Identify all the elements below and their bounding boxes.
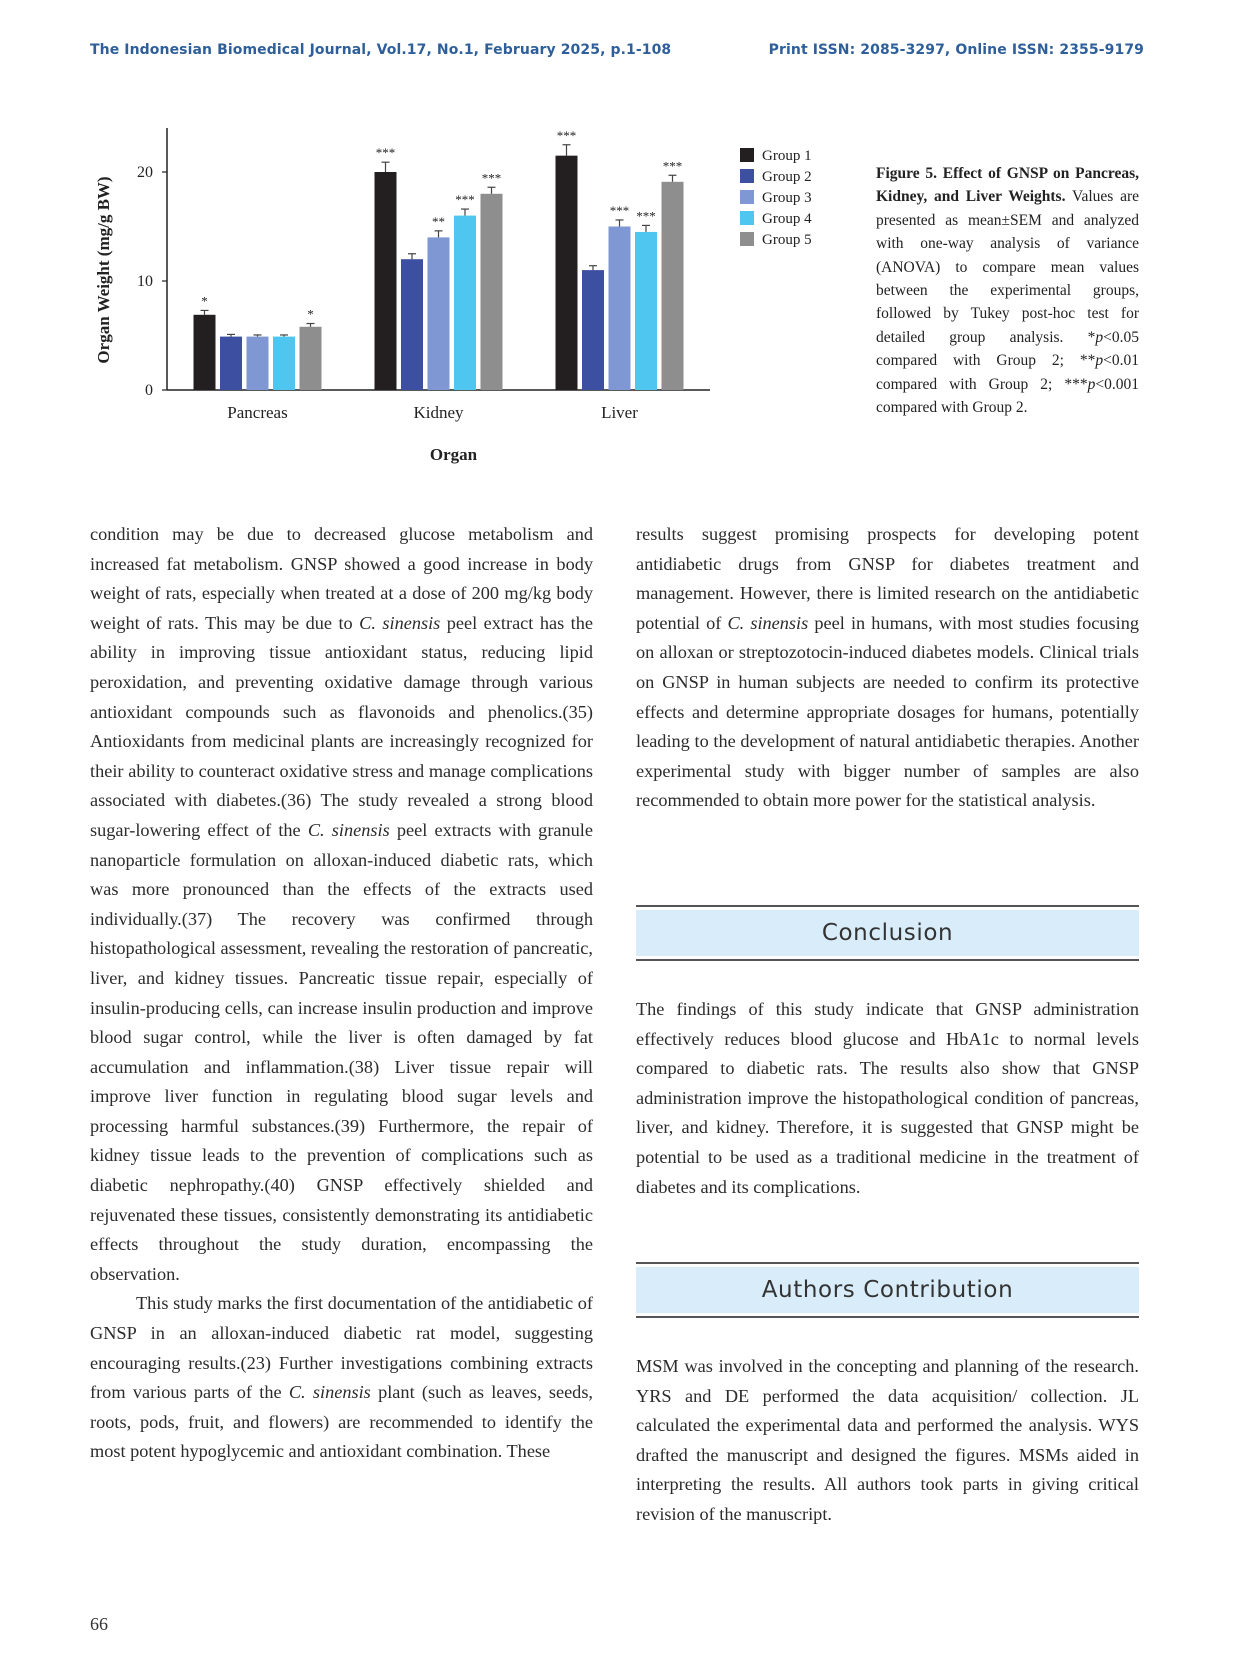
bar [662,182,684,390]
paragraph: This study marks the first documentation of the antidiabetic of GNSP in an alloxan-induced diabetic rat model, suggesting encouraging results.(23) Further investigations combining extracts from various parts of the C. sinensis plant (such as leaves, seeds, roots, pods, fruit, and flowers) are recommended to identify the most potent hypoglycemic and antioxidant combination. These [90,1293,594,1462]
bar [481,194,503,390]
figure-caption: Figure 5. Effect of GNSP on Pancreas, Kidney, and Liver Weights. Values are presented as mean±SEM and analyzed with one-way analysis of variance (ANOVA) to compare mean values between the experimental groups, followed by Tukey post-hoc test for detailed group analysis. *p<0.05 compared with Group 2; **p<0.01 compared with Group 2; ***p<0.001 compared with Group 2. [876,165,1140,417]
bar [220,337,242,390]
authors-contribution-text: MSM was involved in the concepting and planning of the research. YRS and DE performed the data acquisition/ collection. JL calculated the experimental data and performed the analysis. WYS drafted the manuscript and designed the figures. MSMs aided in interpreting the results. All authors took parts in giving critical revision of the manuscript. [636,1356,1139,1524]
conclusion-text: The findings of this study indicate that GNSP administration effectively reduces blood glucose and HbA1c to normal levels compared to diabetic rats. The results also show that GNSP administration improve the histopathological condition of pancreas, liver, and kidney. Therefore, it is suggested that GNSP might be potential to be used as a traditional medicine in the treatment of diabetes and its complications. [636,999,1139,1197]
journal-header: The Indonesian Biomedical Journal, Vol.17, No.1, February 2025, p.1-108 [90,42,672,58]
legend-swatch [740,169,754,183]
significance-label: ** [432,213,445,229]
y-tick-label: 20 [137,164,153,181]
bar [556,156,578,390]
bar [401,259,423,390]
bar [300,327,322,390]
legend-swatch [740,211,754,225]
y-tick-label: 0 [145,382,153,399]
x-axis-label: Organ [429,445,478,464]
authors-contribution-heading: Authors Contribution [636,1262,1139,1318]
legend-swatch [740,148,754,162]
page-number: 66 [90,1614,108,1634]
bar [635,232,657,390]
bar [375,172,397,390]
legend-label: Group 4 [762,211,812,227]
x-tick-label: Pancreas [227,403,288,422]
paragraph: results suggest promising prospects for developing potent antidiabetic drugs from GNSP for diabetes treatment and management. However, there is limited research on the antidiabetic potential of C. sinensis peel in humans, with most studies focusing on alloxan or streptozotocin-induced diabetes models. Clinical trials on GNSP in human subjects are needed to confirm its protective effects and determine appropriate dosages for humans, potentially leading to the development of natural antidiabetic therapies. Another experimental study with bigger number of samples are also recommended to obtain more power for the statistical analysis. [636,524,1140,811]
left-column [90,520,593,1467]
paragraph: condition may be due to decreased glucose metabolism and increased fat metabolism. GNSP showed a good increase in body weight of rats, especially when treated at a dose of 200 mg/kg body weight of rats. This may be due to C. sinensis peel extract has the ability in improving tissue antioxidant status, reducing lipid peroxidation, and preventing oxidative damage through various antioxidant compounds such as flavonoids and phenolics.(35) Antioxidants from medicinal plants are increasingly recognized for their ability to counteract oxidative stress and manage complications associated with diabetes.(36) The study revealed a strong blood sugar-lowering effect of the C. sinensis peel extracts with granule nanoparticle formulation on alloxan-induced diabetic rats, which was more pronounced than the effects of the extracts used individually.(37) The recovery was confirmed through histopathological assessment, revealing the restoration of pancreatic, liver, and kidney tissues. Pancreatic tissue repair, especially of insulin-producing cells, can increase insulin production and improve blood sugar control, while the liver is often damaged by fat accumulation and inflammation.(38) Liver tissue repair will improve liver function in regulating blood sugar levels and processing harmful substances.(39) Furthermore, the repair of kidney tissue leads to the prevention of complications such as diabetic nephropathy.(40) GNSP effectively shielded and rejuvenated these tissues, consistently demonstrating its antidiabetic effects throughout the study duration, encompassing the observation. [90,524,594,1284]
significance-label: *** [375,145,396,161]
bar [273,337,295,390]
x-tick-label: Liver [601,403,638,422]
bar [428,237,450,390]
bar [609,227,631,391]
significance-label: *** [662,158,683,174]
issn-header: Print ISSN: 2085-3297, Online ISSN: 2355-9179 [768,42,1144,58]
legend-swatch [740,232,754,246]
organ-weight-chart [90,120,830,470]
legend-swatch [740,190,754,204]
right-column [636,520,1139,816]
figure-caption-title: Figure 5. Effect of GNSP on Pancreas, Kidney, and Liver Weights. [876,165,1139,206]
bar [454,216,476,390]
bar [194,315,216,390]
significance-label: *** [556,127,577,143]
significance-label: *** [481,170,502,186]
significance-label: *** [455,192,475,208]
significance-label: *** [636,208,656,224]
significance-label: *** [609,202,630,218]
legend-label: Group 2 [762,169,812,185]
significance-label: * [201,293,208,309]
legend-label: Group 3 [762,190,812,206]
x-tick-label: Kidney [413,403,464,422]
y-axis-label: Organ Weight (mg/g BW) [94,176,113,364]
legend-label: Group 5 [762,232,812,248]
significance-label: * [307,306,314,322]
y-tick-label: 10 [137,273,153,290]
bar [247,337,269,390]
legend-label: Group 1 [762,148,812,164]
conclusion-heading: Conclusion [636,905,1139,961]
bar [582,270,604,390]
